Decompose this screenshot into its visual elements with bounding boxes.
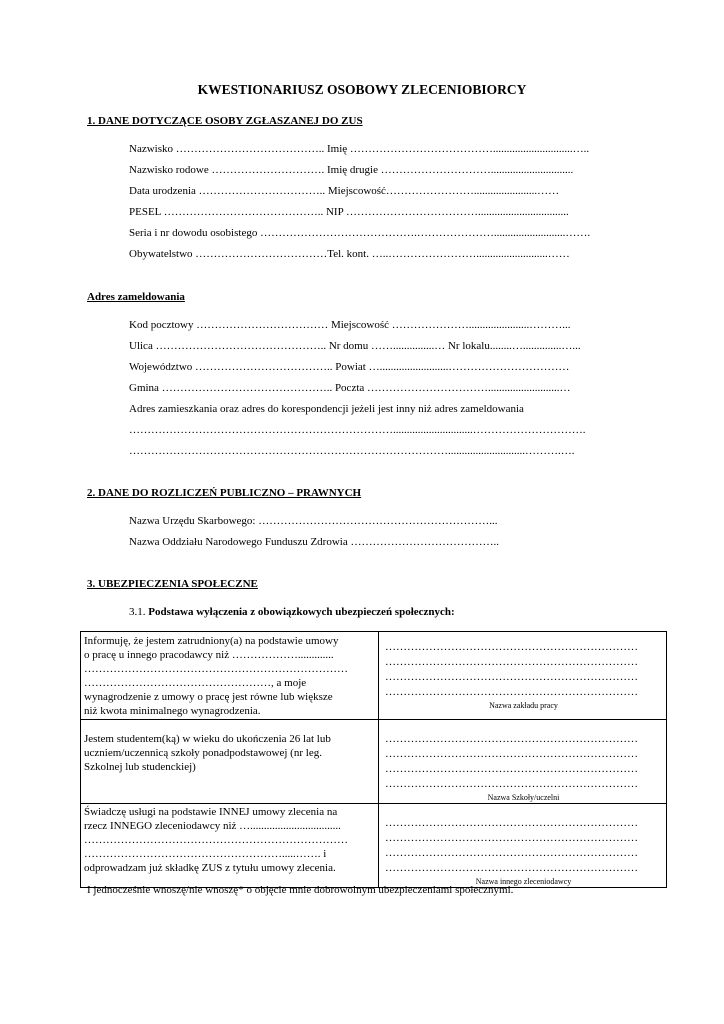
statement-line: odprowadzam już składkę ZUS z tytułu umowy zlecenia. bbox=[84, 862, 336, 874]
table-row bbox=[81, 720, 667, 804]
fill-line[interactable]: …………………………………………………………… bbox=[385, 847, 638, 859]
employer-caption: Nazwa zakładu pracy bbox=[489, 701, 558, 710]
statement-line: Świadczę usługi na podstawie INNEJ umowy zlecenia na bbox=[84, 806, 338, 818]
document-title: KWESTIONARIUSZ OSOBOWY ZLECENIOBIORCY bbox=[197, 82, 527, 97]
section-3-1-title: Podstawa wyłączenia z obowiązkowych ubezpieczeń społecznych: bbox=[148, 606, 455, 618]
fill-line[interactable]: …………………………………………………………… bbox=[385, 641, 638, 653]
field-row-maiden-name[interactable]: Nazwisko rodowe …………………………. Imię drugie ………………………….............................. bbox=[129, 164, 574, 176]
statement-line: wynagrodzenie z umowy o pracę jest równe lub większe bbox=[84, 691, 333, 703]
field-row-id-card[interactable]: Seria i nr dowodu osobistego …………………………………….…………………..........................……. bbox=[129, 227, 591, 239]
statement-line: rzecz INNEGO zleceniodawcy niż …................................. bbox=[84, 820, 341, 832]
principal-caption: Nazwa innego zleceniodawcy bbox=[475, 877, 572, 886]
field-row-name[interactable]: Nazwisko ………………………………….. Imię ………………………………….............................….. bbox=[129, 143, 590, 155]
insurance-table bbox=[80, 631, 667, 888]
statement-line: o pracę u innego pracodawcy niż ………………............. bbox=[84, 649, 334, 661]
fill-line[interactable]: …………………………………………………………… bbox=[385, 817, 638, 829]
school-name-field[interactable] bbox=[379, 720, 667, 804]
statement-line: Informuję, że jestem zatrudniony(a) na podstawie umowy bbox=[84, 635, 339, 647]
fill-line[interactable]: …………………………………………………………… bbox=[385, 656, 638, 668]
section-3-heading: 3. UBEZPIECZENIA SPOŁECZNE bbox=[87, 578, 258, 590]
statement-line: niż kwota minimalnego wynagrodzenia. bbox=[84, 705, 261, 717]
fill-line[interactable]: …………………………………………………………… bbox=[385, 832, 638, 844]
field-row-commune[interactable]: Gmina ……………………………………….. Poczta ……………………………..........................… bbox=[129, 382, 571, 394]
employer-name-field[interactable] bbox=[379, 632, 667, 720]
statement-line: Szkolnej lub studenckiej) bbox=[84, 761, 196, 773]
fill-line[interactable]: …………………………………………………………… bbox=[385, 763, 638, 775]
field-row-pesel[interactable]: PESEL …………………………………….. NIP ………………………………................................. bbox=[129, 206, 569, 218]
school-caption: Nazwa Szkoły/uczelni bbox=[487, 793, 560, 802]
statement-line: ……………………………………………, a moje bbox=[84, 677, 307, 689]
section-1-heading: 1. DANE DOTYCZĄCE OSOBY ZGŁASZANEJ DO ZUS bbox=[87, 115, 363, 127]
fill-line[interactable]: …………………………………………………………… bbox=[385, 671, 638, 683]
field-row-postal-code[interactable]: Kod pocztowy ……………………………… Miejscowość …………………......................………... bbox=[129, 319, 571, 331]
table-row bbox=[81, 632, 667, 720]
statement-line: uczniem/uczennicą szkoły ponadpodstawowej (nr leg. bbox=[84, 747, 322, 759]
field-row-street[interactable]: Ulica ……………………………………….. Nr domu ……...............… Nr lokalu........…..............…... bbox=[129, 340, 581, 352]
field-row-birth[interactable]: Data urodzenia …………………………….. Miejscowość…………………….......................…… bbox=[129, 185, 560, 197]
statement-line: ……………………………………………………………… bbox=[84, 834, 348, 846]
fill-line[interactable]: …………………………………………………………… bbox=[385, 748, 638, 760]
field-row-residence-1[interactable]: ……………………………………………………………….............................…………………………. bbox=[129, 424, 586, 436]
fill-line[interactable]: …………………………………………………………… bbox=[385, 733, 638, 745]
other-principal-field[interactable] bbox=[379, 804, 667, 888]
section-3-1-heading bbox=[129, 606, 455, 618]
address-heading: Adres zameldowania bbox=[87, 291, 185, 303]
statement-line: ……………………………………………….....……. i bbox=[84, 848, 327, 860]
voluntary-insurance-declaration: I jednocześnie wnoszę/nie wnoszę* o objęcie mnie dobrowolnym ubezpieczeniami społecznymi. bbox=[87, 884, 514, 896]
contract-statement bbox=[81, 804, 379, 888]
fill-line[interactable]: …………………………………………………………… bbox=[385, 862, 638, 874]
residence-address-label: Adres zamieszkania oraz adres do korespondencji jeżeli jest inny niż adres zameldowania bbox=[129, 403, 524, 415]
section-2-heading: 2. DANE DO ROZLICZEŃ PUBLICZNO – PRAWNYCH bbox=[87, 487, 362, 499]
employment-statement bbox=[81, 632, 379, 720]
table-row bbox=[81, 804, 667, 888]
section-3-1-number: 3.1. bbox=[129, 606, 149, 618]
statement-line: ……………………………………………………………… bbox=[84, 663, 348, 675]
field-row-voivodeship[interactable]: Województwo ……………………………….. Powiat ….........................…………………………… bbox=[129, 361, 570, 373]
field-row-nfz[interactable]: Nazwa Oddziału Narodowego Funduszu Zdrowia ………………………………….. bbox=[129, 536, 499, 548]
field-row-tax-office[interactable]: Nazwa Urzędu Skarbowego: ………………………………………………………... bbox=[129, 515, 498, 527]
field-row-residence-2[interactable]: ……………………………………………………………………………............................……….…. bbox=[129, 445, 575, 457]
fill-line[interactable]: …………………………………………………………… bbox=[385, 686, 638, 698]
fill-line[interactable]: …………………………………………………………… bbox=[385, 778, 638, 790]
field-row-citizenship[interactable]: Obywatelstwo ………………………………Tel. kont. …..……………………..........................…… bbox=[129, 248, 570, 260]
student-statement bbox=[81, 720, 379, 804]
statement-line: Jestem studentem(ką) w wieku do ukończenia 26 lat lub bbox=[84, 733, 331, 745]
